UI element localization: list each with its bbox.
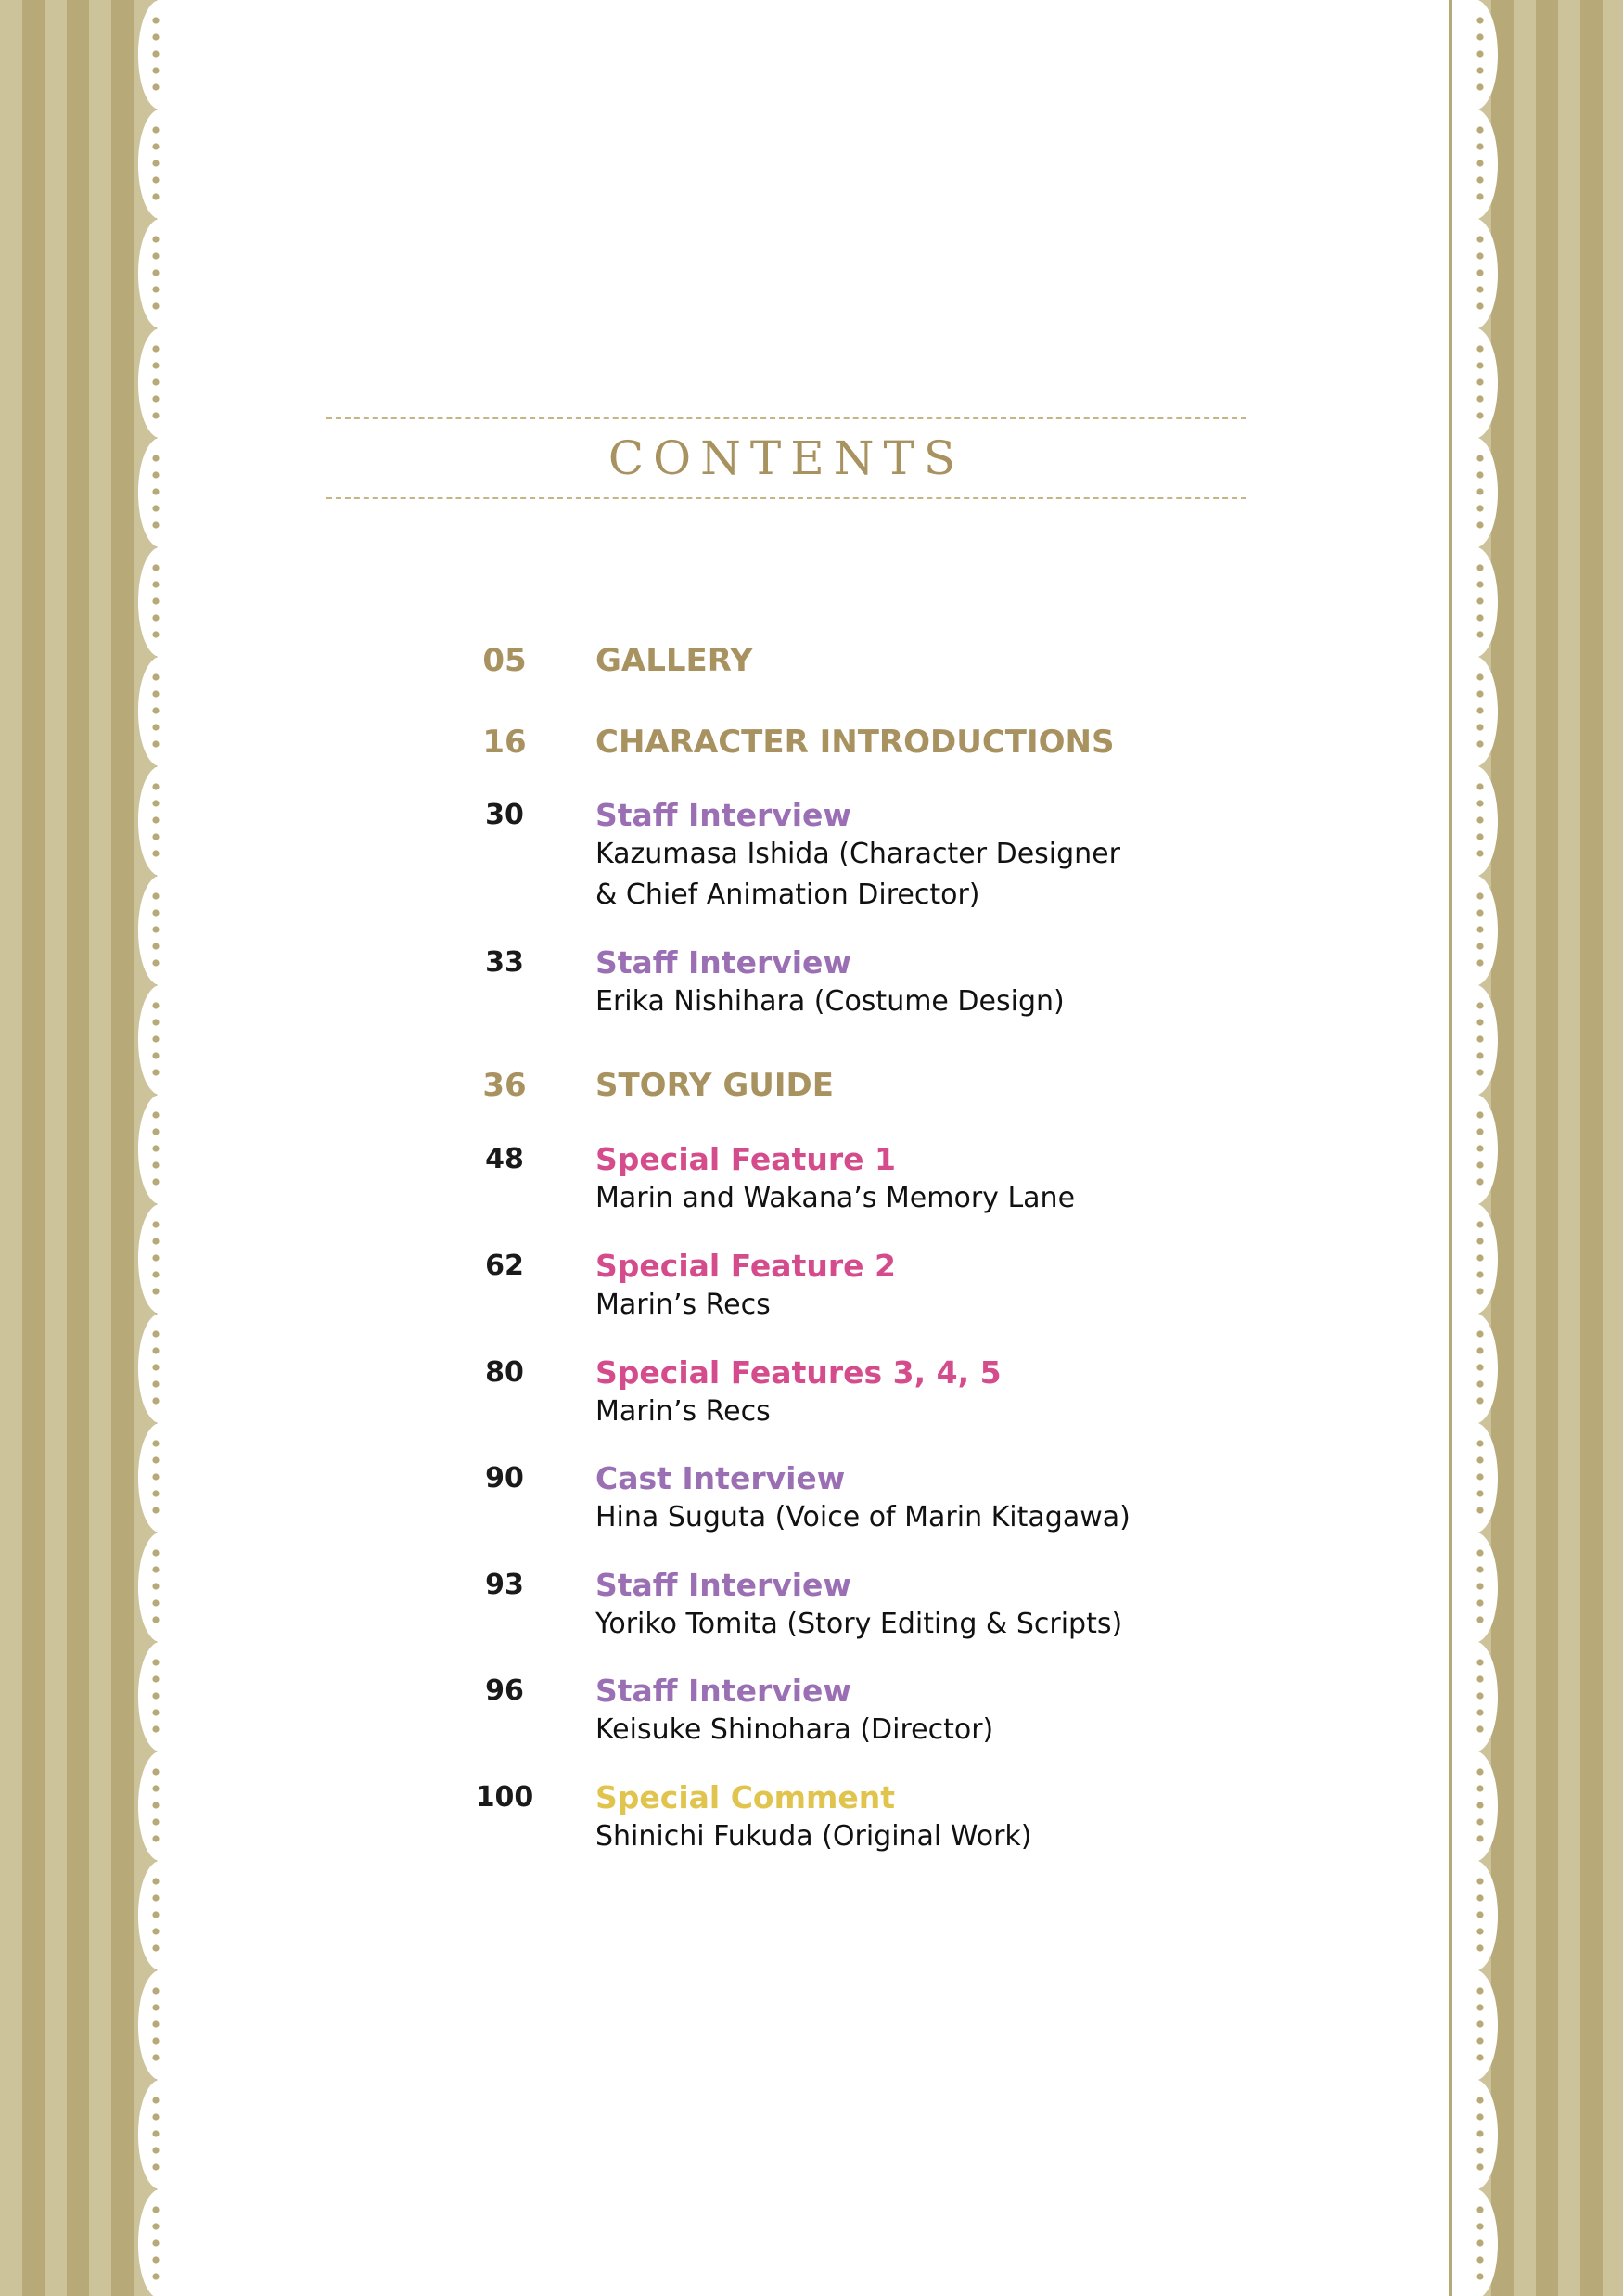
lace-eyelet	[1476, 345, 1483, 352]
lace-eyelet	[152, 707, 159, 713]
lace-eyelet	[1476, 2004, 1483, 2010]
lace-eyelet	[152, 2113, 159, 2120]
lace-eyelet	[1476, 1288, 1483, 1294]
lace-eyelet	[1476, 1473, 1483, 1480]
lace-eyelet	[1476, 1456, 1483, 1463]
lace-eyelet	[152, 2256, 159, 2263]
toc-section-title: Special Feature 1	[595, 1141, 896, 1177]
lace-eyelet	[152, 83, 159, 90]
lace-eyelet	[152, 2020, 159, 2027]
lace-eyelet	[152, 488, 159, 494]
lace-eyelet	[1476, 2037, 1483, 2044]
lace-eyelet	[1476, 1221, 1483, 1227]
lace-eyelet	[1476, 1254, 1483, 1261]
lace-eyelet	[152, 1254, 159, 1261]
toc-entry-text	[595, 724, 1280, 761]
lace-eyelet	[152, 2273, 159, 2279]
lace-eyelet	[152, 1616, 159, 1623]
toc-section-title: Staff Interview	[595, 1673, 851, 1709]
lace-eyelet	[152, 800, 159, 806]
toc-section-subtitle: Erika Nishihara (Costume Design)	[595, 985, 1065, 1018]
lace-eyelet	[1476, 50, 1483, 57]
lace-eyelet	[1476, 1397, 1483, 1404]
lace-eyelet	[152, 1238, 159, 1244]
lace-eyelet	[1476, 505, 1483, 511]
lace-eyelet	[1476, 1616, 1483, 1623]
lace-eyelet	[1476, 302, 1483, 309]
lace-eyelet	[1476, 1768, 1483, 1775]
lace-eyelet	[1476, 160, 1483, 166]
toc-entry-text	[595, 642, 1280, 679]
lace-eyelet	[152, 1347, 159, 1353]
lace-eyelet	[152, 1894, 159, 1901]
lace-eyelet	[1476, 455, 1483, 461]
toc-entry-text	[595, 797, 1133, 916]
toc-page-number: 30	[485, 799, 524, 831]
lace-eyelet	[152, 1692, 159, 1699]
lace-eyelet	[1476, 2273, 1483, 2279]
lace-eyelet	[152, 1128, 159, 1135]
lace-eyelet	[1476, 1035, 1483, 1042]
lace-eyelet	[1476, 471, 1483, 478]
lace-eyelet	[152, 1221, 159, 1227]
lace-eyelet	[152, 2054, 159, 2060]
lace-eyelet	[1476, 1440, 1483, 1446]
lace-eyelet	[152, 2223, 159, 2229]
lace-eyelet	[152, 1507, 159, 1513]
lace-eyelet	[1476, 1145, 1483, 1151]
lace-eyelet	[1476, 1911, 1483, 1918]
lace-eyelet	[1476, 631, 1483, 637]
lace-eyelet	[152, 690, 159, 697]
lace-eyelet	[152, 1709, 159, 1715]
lace-eyelet	[152, 1019, 159, 1025]
lace-eyelet	[1476, 2239, 1483, 2246]
lace-eyelet	[1476, 1128, 1483, 1135]
lace-eyelet	[152, 286, 159, 292]
toc-section-title: Staff Interview	[595, 944, 851, 981]
lace-eyelet	[152, 1583, 159, 1589]
lace-eyelet	[1476, 614, 1483, 621]
lace-eyelet	[152, 2163, 159, 2170]
lace-eyelet	[152, 724, 159, 730]
lace-eyelet	[152, 1987, 159, 1994]
lace-eyelet	[1476, 33, 1483, 40]
lace-eyelet	[1476, 2163, 1483, 2170]
lace-eyelet	[1476, 564, 1483, 571]
toc-section-title: Staff Interview	[595, 1567, 851, 1603]
toc-page-number: 80	[485, 1356, 524, 1389]
lace-eyelet	[1476, 286, 1483, 292]
lace-eyelet	[1476, 236, 1483, 242]
lace-eyelet	[152, 126, 159, 133]
lace-eyelet	[152, 833, 159, 840]
toc-page-number: 36	[482, 1067, 527, 1104]
lace-eyelet	[1476, 1161, 1483, 1168]
lace-eyelet	[152, 564, 159, 571]
lace-eyelet	[152, 345, 159, 352]
lace-eyelet	[152, 269, 159, 276]
toc-entry-text	[595, 1460, 1280, 1538]
toc-page-number: 05	[482, 642, 527, 679]
toc-section-title: Cast Interview	[595, 1460, 846, 1496]
lace-eyelet	[152, 1928, 159, 1934]
lace-eyelet	[152, 1035, 159, 1042]
lace-eyelet	[1476, 1709, 1483, 1715]
lace-eyelet	[152, 395, 159, 402]
lace-eyelet	[1476, 1583, 1483, 1589]
lace-eyelet	[152, 505, 159, 511]
lace-eyelet	[1476, 1944, 1483, 1951]
lace-eyelet	[1476, 1878, 1483, 1884]
lace-eyelet	[1476, 412, 1483, 418]
lace-eyelet	[1476, 1002, 1483, 1008]
toc-entry-text	[595, 1248, 1280, 1326]
lace-eyelet	[1476, 892, 1483, 899]
lace-eyelet	[1476, 193, 1483, 199]
lace-eyelet	[152, 816, 159, 823]
lace-eyelet	[1476, 2256, 1483, 2263]
lace-eyelet	[1476, 1069, 1483, 1075]
lace-eyelet	[152, 236, 159, 242]
lace-eyelet	[1476, 176, 1483, 183]
lace-eyelet	[152, 1785, 159, 1791]
lace-eyelet	[152, 412, 159, 418]
lace-eyelet	[1476, 740, 1483, 747]
lace-eyelet	[152, 160, 159, 166]
lace-eyelet	[152, 378, 159, 385]
lace-eyelet	[152, 673, 159, 680]
lace-eyelet	[152, 1178, 159, 1185]
lace-eyelet	[152, 50, 159, 57]
lace-eyelet	[152, 2239, 159, 2246]
lace-eyelet	[152, 1549, 159, 1556]
lace-eyelet	[1476, 1725, 1483, 1732]
lace-eyelet	[152, 1288, 159, 1294]
lace-eyelet	[152, 1145, 159, 1151]
lace-eyelet	[1476, 17, 1483, 23]
lace-eyelet	[152, 176, 159, 183]
lace-eyelet	[152, 1490, 159, 1496]
lace-eyelet	[152, 1380, 159, 1387]
lace-eyelet	[1476, 1785, 1483, 1791]
lace-eyelet	[152, 850, 159, 856]
lace-eyelet	[152, 2037, 159, 2044]
lace-eyelet	[1476, 2130, 1483, 2136]
toc-section-title: GALLERY	[595, 642, 753, 679]
lace-eyelet	[1476, 1675, 1483, 1682]
lace-eyelet	[1476, 362, 1483, 368]
lace-eyelet	[1476, 2147, 1483, 2153]
lace-eyelet	[1476, 2223, 1483, 2229]
lace-eyelet	[1476, 1894, 1483, 1901]
lace-eyelet	[152, 2206, 159, 2213]
lace-eyelet	[152, 1599, 159, 1606]
lace-eyelet	[152, 2147, 159, 2153]
lace-eyelet	[1476, 143, 1483, 149]
lace-eyelet	[1476, 488, 1483, 494]
lace-eyelet	[152, 252, 159, 259]
lace-eyelet	[1476, 724, 1483, 730]
lace-eyelet	[152, 1802, 159, 1808]
lace-eyelet	[1476, 1347, 1483, 1353]
lace-eyelet	[1476, 521, 1483, 528]
toc-section-subtitle: Kazumasa Ishida (Character Designer & Chief Animation Director)	[595, 838, 1120, 911]
lace-eyelet	[152, 33, 159, 40]
toc-section-title: STORY GUIDE	[595, 1067, 834, 1104]
lace-eyelet	[1476, 690, 1483, 697]
lace-eyelet	[1476, 2054, 1483, 2060]
lace-eyelet	[152, 1111, 159, 1118]
lace-eyelet	[1476, 1802, 1483, 1808]
lace-eyelet	[1476, 1019, 1483, 1025]
lace-eyelet	[152, 1161, 159, 1168]
lace-eyelet	[1476, 83, 1483, 90]
lace-eyelet	[152, 1768, 159, 1775]
lace-eyelet	[1476, 783, 1483, 789]
lace-eyelet	[1476, 1330, 1483, 1337]
toc-section-subtitle: Marin’s Recs	[595, 1395, 771, 1428]
lace-eyelet	[1476, 1271, 1483, 1277]
lace-eyelet	[152, 1944, 159, 1951]
lace-eyelet	[152, 1002, 159, 1008]
lace-eyelet	[1476, 597, 1483, 604]
lace-eyelet	[1476, 800, 1483, 806]
lace-eyelet	[1476, 816, 1483, 823]
header-divider-top	[326, 417, 1246, 419]
lace-eyelet	[1476, 1692, 1483, 1699]
lace-eyelet	[152, 1675, 159, 1682]
lace-eyelet	[1476, 1659, 1483, 1665]
lace-eyelet	[1476, 581, 1483, 587]
lace-eyelet	[1476, 2020, 1483, 2027]
toc-page-number: 62	[485, 1250, 524, 1282]
lace-eyelet	[152, 455, 159, 461]
lace-eyelet	[152, 1052, 159, 1058]
lace-eyelet	[152, 1818, 159, 1825]
lace-eyelet	[152, 17, 159, 23]
toc-section-subtitle: Yoriko Tomita (Story Editing & Scripts)	[595, 1608, 1123, 1640]
toc-page-number: 90	[485, 1462, 524, 1494]
toc-section-subtitle: Hina Suguta (Voice of Marin Kitagawa)	[595, 1501, 1131, 1533]
toc-section-subtitle: Shinichi Fukuda (Original Work)	[595, 1820, 1032, 1853]
toc-section-subtitle: Marin and Wakana’s Memory Lane	[595, 1182, 1076, 1214]
lace-eyelet	[152, 2097, 159, 2103]
toc-page-number: 33	[485, 946, 524, 979]
lace-eyelet	[1476, 1178, 1483, 1185]
lace-scallop	[1452, 0, 1498, 2296]
lace-eyelet	[1476, 850, 1483, 856]
lace-eyelet	[152, 302, 159, 309]
lace-eyelet	[1476, 833, 1483, 840]
lace-eyelet	[152, 1397, 159, 1404]
lace-eyelet	[152, 1911, 159, 1918]
lace-eyelet	[152, 783, 159, 789]
lace-eyelet	[152, 2130, 159, 2136]
lace-eyelet	[152, 1878, 159, 1884]
toc-entry-text	[595, 1354, 1280, 1432]
lace-eyelet	[152, 2004, 159, 2010]
lace-eyelet	[152, 959, 159, 966]
toc-section-title: Special Comment	[595, 1779, 896, 1815]
lace-eyelet	[1476, 1507, 1483, 1513]
lace-eyelet	[1476, 1987, 1483, 1994]
lace-eyelet	[1476, 1835, 1483, 1841]
lace-eyelet	[1476, 943, 1483, 949]
lace-eyelet	[152, 1069, 159, 1075]
lace-eyelet	[152, 1364, 159, 1370]
lace-eyelet	[1476, 673, 1483, 680]
lace-eyelet	[1476, 2206, 1483, 2213]
lace-eyelet	[1476, 252, 1483, 259]
toc-section-subtitle: Keisuke Shinohara (Director)	[595, 1713, 994, 1746]
lace-eyelet	[1476, 1599, 1483, 1606]
toc-page-number: 16	[482, 724, 527, 761]
lace-eyelet	[1476, 1928, 1483, 1934]
lace-eyelet	[1476, 126, 1483, 133]
toc-page-number: 48	[485, 1143, 524, 1175]
lace-eyelet	[1476, 1111, 1483, 1118]
lace-eyelet	[1476, 2113, 1483, 2120]
lace-eyelet	[152, 471, 159, 478]
lace-eyelet	[152, 1659, 159, 1665]
lace-eyelet	[1476, 1490, 1483, 1496]
lace-eyelet	[1476, 1052, 1483, 1058]
toc-section-subtitle: Marin’s Recs	[595, 1289, 771, 1321]
lace-eyelet	[1476, 1364, 1483, 1370]
lace-eyelet	[1476, 1380, 1483, 1387]
toc-entry-text	[595, 944, 1280, 1022]
lace-eyelet	[152, 1473, 159, 1480]
lace-eyelet	[152, 1725, 159, 1732]
toc-entry-text	[595, 1779, 1280, 1857]
lace-eyelet	[152, 909, 159, 916]
page-title: CONTENTS	[607, 431, 965, 485]
lace-eyelet	[152, 581, 159, 587]
lace-eyelet	[1476, 1238, 1483, 1244]
lace-eyelet	[152, 1440, 159, 1446]
toc-section-title: Special Features 3, 4, 5	[595, 1354, 1002, 1391]
lace-eyelet	[1476, 1566, 1483, 1572]
lace-eyelet	[1476, 707, 1483, 713]
lace-eyelet	[1476, 909, 1483, 916]
lace-eyelet	[152, 193, 159, 199]
toc-page-number: 96	[485, 1674, 524, 1707]
lace-border-right	[1452, 0, 1499, 2296]
toc-entry-text	[595, 1673, 1280, 1751]
lace-eyelet	[152, 362, 159, 368]
lace-eyelet	[1476, 395, 1483, 402]
lace-eyelet	[1476, 378, 1483, 385]
lace-eyelet	[152, 892, 159, 899]
lace-eyelet	[152, 597, 159, 604]
lace-eyelet	[152, 740, 159, 747]
contents-header	[326, 412, 1246, 501]
lace-eyelet	[152, 1456, 159, 1463]
lace-eyelet	[1476, 959, 1483, 966]
lace-eyelet	[152, 1271, 159, 1277]
lace-eyelet	[1476, 1818, 1483, 1825]
lace-eyelet	[152, 1835, 159, 1841]
lace-eyelet	[152, 926, 159, 932]
lace-eyelet	[1476, 67, 1483, 73]
lace-eyelet	[1476, 2097, 1483, 2103]
toc-entry-text	[595, 1067, 1280, 1104]
toc-entry-text	[595, 1141, 1280, 1219]
toc-entry-text	[595, 1567, 1280, 1645]
lace-eyelet	[152, 143, 159, 149]
lace-eyelet	[152, 1330, 159, 1337]
lace-eyelet	[152, 943, 159, 949]
toc-section-title: Staff Interview	[595, 797, 851, 833]
toc-section-title: Special Feature 2	[595, 1248, 896, 1284]
lace-eyelet	[152, 614, 159, 621]
toc-section-title: CHARACTER INTRODUCTIONS	[595, 724, 1115, 761]
toc-page-number: 100	[475, 1781, 534, 1814]
lace-eyelet	[1476, 926, 1483, 932]
lace-eyelet	[152, 1566, 159, 1572]
header-divider-bottom	[326, 497, 1246, 499]
lace-eyelet	[1476, 1549, 1483, 1556]
lace-eyelet	[152, 631, 159, 637]
lace-eyelet	[1476, 269, 1483, 276]
toc-page-number: 93	[485, 1569, 524, 1601]
lace-eyelet	[152, 67, 159, 73]
lace-eyelet	[152, 521, 159, 528]
